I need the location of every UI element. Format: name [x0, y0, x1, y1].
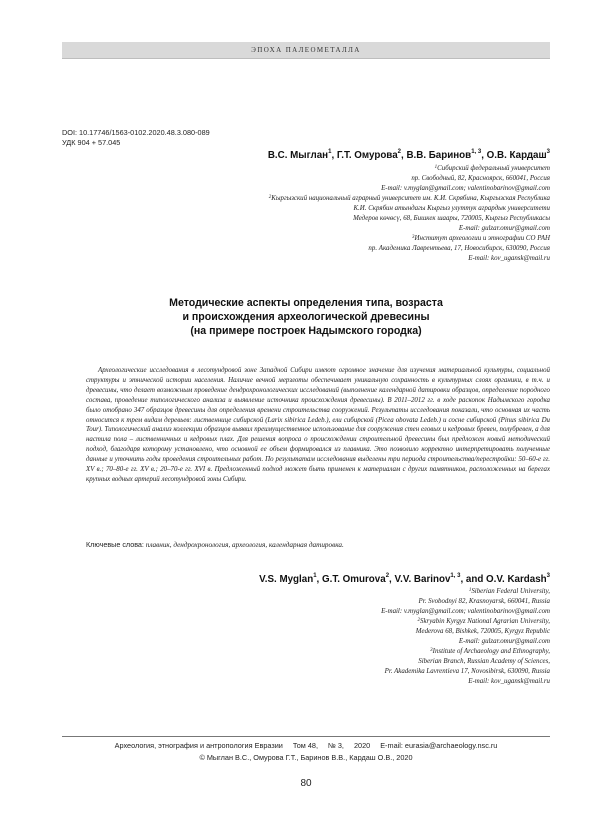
- author-separator: ,: [331, 150, 337, 161]
- footer-divider: [62, 736, 550, 737]
- author-affiliation-marker: 3: [546, 149, 550, 155]
- journal-year: 2020: [353, 741, 371, 750]
- affiliation-text: E-mail: kov_ugansk@mail.ru: [468, 254, 550, 262]
- affiliation-line: [130, 667, 550, 677]
- keywords-text: плавник, дендрохронология, археология, календарная датировка.: [143, 541, 344, 549]
- affiliation-text: E-mail: v.myglan@gmail.com; valentinobarinov@gmail.com: [381, 607, 550, 615]
- affiliation-text: Медеров көчөсү, 68, Бишкек шаары, 720005, Кыргыз Республикасы: [353, 214, 550, 222]
- keywords-label: Ключевые слова:: [86, 540, 144, 549]
- doi: DOI: 10.17746/1563-0102.2020.48.3.080-089: [62, 128, 210, 137]
- keywords: [86, 540, 550, 549]
- affiliation-line: [130, 637, 550, 647]
- affiliation-text: пр. Академика Лаврентьева, 17, Новосибирск, 630090, Россия: [368, 244, 550, 252]
- ru-affiliations: [130, 164, 550, 264]
- affiliation-line: [130, 244, 550, 254]
- author-affiliation-marker: 1: [328, 149, 332, 155]
- author-affiliation-marker: 2: [385, 573, 390, 579]
- affiliation-line: [130, 647, 550, 657]
- copyright: © Мыглан В.С., Омурова Г.Т., Баринов В.В., Кардаш О.В., 2020: [199, 753, 413, 762]
- affiliation-line: [130, 657, 550, 667]
- affiliation-text: E-mail: gulzar.omur@gmail.com: [458, 637, 550, 645]
- author-name: G.T. Omurova: [322, 574, 386, 585]
- affiliation-text: Институт археологии и этнографии СО РАН: [414, 234, 550, 242]
- ru-author-list: [268, 150, 550, 161]
- affiliation-line: [130, 617, 550, 627]
- affiliation-marker: 2: [417, 617, 421, 623]
- udk: УДК 904 + 57.045: [62, 138, 121, 147]
- author-name: Г.Т. Омурова: [336, 150, 398, 161]
- affiliation-text: E-mail: v.myglan@gmail.com; valentinobarinov@gmail.com: [381, 184, 550, 192]
- author-separator: ,: [389, 574, 395, 585]
- affiliation-text: E-mail: kov_ugansk@mail.ru: [468, 677, 550, 685]
- affiliation-marker: 3: [412, 234, 415, 240]
- affiliation-marker: 3: [430, 647, 433, 653]
- author-affiliation-marker: 1, 3: [450, 573, 461, 579]
- affiliation-line: [130, 254, 550, 264]
- en-author-list: [259, 574, 550, 585]
- author-name: О.В. Кардаш: [486, 150, 547, 161]
- article-title: [62, 296, 550, 338]
- affiliation-text: Siberian Federal University,: [471, 588, 550, 595]
- affiliation-line: [130, 184, 550, 194]
- section-header: [62, 42, 550, 59]
- author-affiliation-marker: 1: [313, 573, 317, 579]
- author-affiliation-marker: 1, 3: [471, 149, 482, 155]
- affiliation-text: Pr. Akademika Lavrentieva 17, Novosibirsk, 630090, Russia: [384, 667, 550, 675]
- affiliation-line: [130, 607, 550, 617]
- affiliation-text: К.И. Скрябин атындагы Кыргыз улуттук агрардык университети: [353, 204, 550, 212]
- affiliation-text: E-mail: gulzar.omur@gmail.com: [458, 224, 550, 232]
- author-name: O.V. Kardash: [486, 574, 547, 585]
- journal-volume: Том 48,: [292, 741, 318, 750]
- title-line: и происхождения археологической древесины: [182, 311, 430, 323]
- journal-name: Археология, этнография и антропология Евразии: [114, 741, 283, 750]
- affiliation-line: [130, 627, 550, 637]
- affiliation-text: Mederova 68, Bishkek, 720005, Kyrgyz Republic: [415, 627, 550, 635]
- affiliation-text: пр. Свободный, 82, Красноярск, 660041, Россия: [411, 174, 550, 182]
- journal-email: E-mail: eurasia@archaeology.nsc.ru: [380, 741, 498, 750]
- abstract: Археологические исследования в лесотундровой зоне Западной Сибири имеют огромное значение для изучения материальной культуры, социальной структуры и этнической истории населения. Наличие вечной мерзлоты обеспечивает уникальную сохранность в культурных слоях органики, в т.ч. и древесины, что делает возможным проведение дендрохронологических исследований (выполнение календарной датировки образцов, определение породного состава, проведение типологического анализа и выявление источника происхождения древесины). В 2011–2012 гг. в ходе раскопок Надымского городка было отобрано 347 образцов древесины для определения времени строительства сооружений. Результаты исследования показали, что основная их часть относится к трем видам деревьев: лиственнице сибирской (Larix sibirica Ledeb.), ели сибирской (Picea obovata Ledeb.) и сосне сибирской (Pinus sibirica Du Tour). Типологический анализ коллекции образцов выявил преимущественное использование для сооружения стен еловых и кедровых бревен, полубревен, а для настила пола – лиственничных и кедровых плах. Для решения вопроса о происхождении строительной древесины был предложен новый методический подход, благодаря которому установлено, что основной ее объем формировался из плавника. Это позволило корректно интерпретировать полученные данные и уточнить годы проведения строительных работ. По результатам исследования выделены три периода строительства/перестройки: 50–60-е гг. XV в.; 70–80-е гг. XV в.; 20–70-е гг. XVI в. Предложенный подход может быть применен к материалам с других памятников, расположенных на берегах крупных водных артерий лесотундровой зоны Сибири.: [86, 367, 550, 483]
- section-title: ЭПОХА ПАЛЕОМЕТАЛЛА: [251, 46, 361, 54]
- affiliation-line: [130, 194, 550, 204]
- author-name: В.С. Мыглан: [267, 150, 329, 161]
- author-affiliation-marker: 3: [546, 573, 550, 579]
- journal-issue: № 3,: [328, 741, 344, 750]
- affiliation-text: Siberian Branch, Russian Academy of Sciences,: [418, 657, 550, 665]
- author-affiliation-marker: 2: [397, 149, 401, 155]
- affiliation-line: [130, 224, 550, 234]
- title-line: Методические аспекты определения типа, возраста: [169, 297, 443, 309]
- author-separator: , and: [460, 574, 487, 585]
- affiliation-line: [130, 214, 550, 224]
- affiliation-marker: 1: [468, 588, 472, 593]
- affiliation-line: [130, 587, 550, 597]
- affiliation-text: Skryabin Kyrgyz National Agrarian University,: [420, 617, 550, 625]
- affiliation-text: Pr. Svobodnyi 82, Krasnoyarsk, 660041, Russia: [418, 597, 550, 605]
- affiliation-line: [130, 174, 550, 184]
- author-separator: ,: [481, 150, 487, 161]
- author-separator: ,: [316, 574, 322, 585]
- affiliation-line: [130, 677, 550, 687]
- en-affiliations: [130, 587, 550, 687]
- affiliation-line: [130, 597, 550, 607]
- journal-info: [62, 741, 550, 750]
- affiliation-text: Institute of Archaeology and Ethnography,: [432, 647, 550, 655]
- page-number: 80: [300, 778, 312, 789]
- author-name: V.S. Myglan: [259, 574, 314, 585]
- affiliation-line: [130, 204, 550, 214]
- affiliation-line: [130, 234, 550, 244]
- author-name: V.V. Barinov: [394, 574, 451, 585]
- affiliation-text: Сибирский федеральный университет: [437, 165, 550, 172]
- affiliation-marker: 1: [434, 165, 438, 170]
- author-name: В.В. Баринов: [406, 150, 472, 161]
- author-separator: ,: [401, 150, 407, 161]
- affiliation-line: [130, 164, 550, 174]
- affiliation-marker: 2: [268, 194, 272, 200]
- title-line: (на примере построек Надымского городка): [190, 325, 422, 337]
- affiliation-text: Кыргызский национальный аграрный университет им. К.И. Скрябина, Кыргызская Республика: [271, 194, 550, 202]
